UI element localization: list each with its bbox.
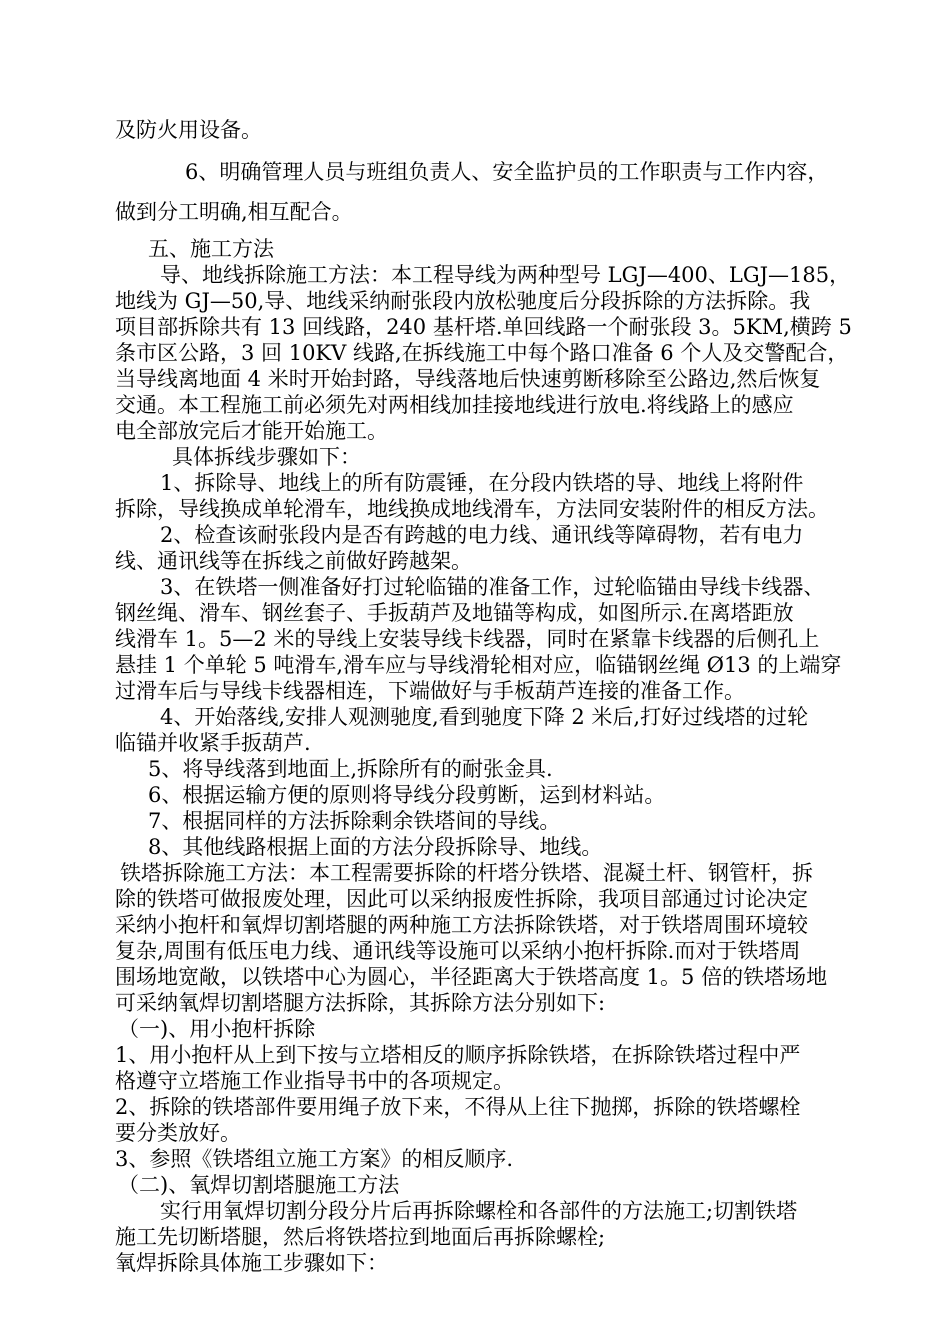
text-line: 具体拆线步骤如下： (172, 445, 361, 469)
text-line: 临锚并收紧手扳葫芦. (115, 731, 311, 755)
text-line: 铁塔拆除施工方法：本工程需要拆除的杆塔分铁塔、混凝土杆、钢管杆，拆 (120, 861, 813, 885)
text-line: 地线为 GJ—50,导、地线采纳耐张段内放松驰度后分段拆除的方法拆除。我 (115, 289, 811, 313)
text-line: 4、开始落线,安排人观测驰度,看到驰度下降 2 米后,打好过线塔的过轮 (160, 705, 809, 729)
text-line: 线滑车 1。5—2 米的导线上安装导线卡线器，同时在紧靠卡线器的后侧孔上 (115, 627, 820, 651)
section-heading: 五、施工方法 (148, 237, 274, 261)
subsection-heading: （一)、用小抱杆拆除 (118, 1017, 316, 1041)
text-line: 格遵守立塔施工作业指导书中的各项规定。 (115, 1069, 514, 1093)
text-line: 3、在铁塔一侧准备好打过轮临锚的准备工作，过轮临锚由导线卡线器、 (160, 575, 825, 599)
text-line: 电全部放完后才能开始施工。 (115, 419, 388, 443)
text-line: 3、参照《铁塔组立施工方案》的相反顺序. (115, 1147, 514, 1171)
text-line: 5、将导线落到地面上,拆除所有的耐张金具. (148, 757, 553, 781)
text-line: 交通。本工程施工前必须先对两相线加挂接地线进行放电.将线路上的感应 (115, 393, 794, 417)
text-line: 项目部拆除共有 13 回线路，240 基杆塔.单回线路一个耐张段 3。5KM,横跨 5 (115, 315, 852, 339)
text-line: 6、明确管理人员与班组负责人、安全监护员的工作职责与工作内容， (185, 160, 829, 184)
text-line: 线、通讯线等在拆线之前做好跨越架。 (115, 549, 472, 573)
text-line: 当导线离地面 4 米时开始封路，导线落地后快速剪断移除至公路边,然后恢复 (115, 367, 821, 391)
text-line: 做到分工明确,相互配合。 (115, 200, 353, 224)
text-line: 8、其他线路根据上面的方法分段拆除导、地线。 (148, 835, 603, 859)
text-line: 除的铁塔可做报废处理，因此可以采纳报废性拆除，我项目部通过讨论决定 (115, 887, 808, 911)
text-line: 施工先切断塔腿，然后将铁塔拉到地面后再拆除螺栓; (115, 1225, 606, 1249)
text-line: 采纳小抱杆和氧焊切割塔腿的两种施工方法拆除铁塔，对于铁塔周围环境较 (115, 913, 808, 937)
text-line: 及防火用设备。 (115, 118, 262, 142)
text-line: 围场地宽敞，以铁塔中心为圆心，半径距离大于铁塔高度 1。5 倍的铁塔场地 (115, 965, 828, 989)
text-line: 悬挂 1 个单轮 5 吨滑车,滑车应与导线滑轮相对应，临锚钢丝绳 Ø13 的上端穿 (115, 653, 842, 677)
text-line: 1、用小抱杆从上到下按与立塔相反的顺序拆除铁塔，在拆除铁塔过程中严 (115, 1043, 801, 1067)
text-line: 钢丝绳、滑车、钢丝套子、手扳葫芦及地锚等构成，如图所示.在离塔距放 (115, 601, 794, 625)
text-line: 条市区公路，3 回 10KV 线路,在拆线施工中每个路口准备 6 个人及交警配合， (115, 341, 849, 365)
text-line: 拆除，导线换成单轮滑车，地线换成地线滑车，方法同安装附件的相反方法。 (115, 497, 829, 521)
text-line: 1、拆除导、地线上的所有防震锤，在分段内铁塔的导、地线上将附件 (160, 471, 804, 495)
text-line: 氧焊拆除具体施工步骤如下： (115, 1251, 388, 1275)
text-line: 6、根据运输方便的原则将导线分段剪断，运到材料站。 (148, 783, 666, 807)
subsection-heading: （二)、氧焊切割塔腿施工方法 (118, 1173, 400, 1197)
text-line: 7、根据同样的方法拆除剩余铁塔间的导线。 (148, 809, 561, 833)
text-line: 可采纳氧焊切割塔腿方法拆除，其拆除方法分别如下: (115, 991, 606, 1015)
text-line: 要分类放好。 (115, 1121, 241, 1145)
text-line: 过滑车后与导线卡线器相连，下端做好与手板葫芦连接的准备工作。 (115, 679, 745, 703)
text-line: 2、拆除的铁塔部件要用绳子放下来，不得从上往下抛掷，拆除的铁塔螺栓 (115, 1095, 801, 1119)
text-line: 实行用氧焊切割分段分片后再拆除螺栓和各部件的方法施工;切割铁塔 (160, 1199, 798, 1223)
text-line: 复杂,周围有低压电力线、通讯线等设施可以采纳小抱杆拆除.而对于铁塔周 (115, 939, 801, 963)
text-line: 导、地线拆除施工方法：本工程导线为两种型号 LGJ—400、LGJ—185， (160, 263, 851, 287)
text-line: 2、检查该耐张段内是否有跨越的电力线、通讯线等障碍物，若有电力 (160, 523, 804, 547)
